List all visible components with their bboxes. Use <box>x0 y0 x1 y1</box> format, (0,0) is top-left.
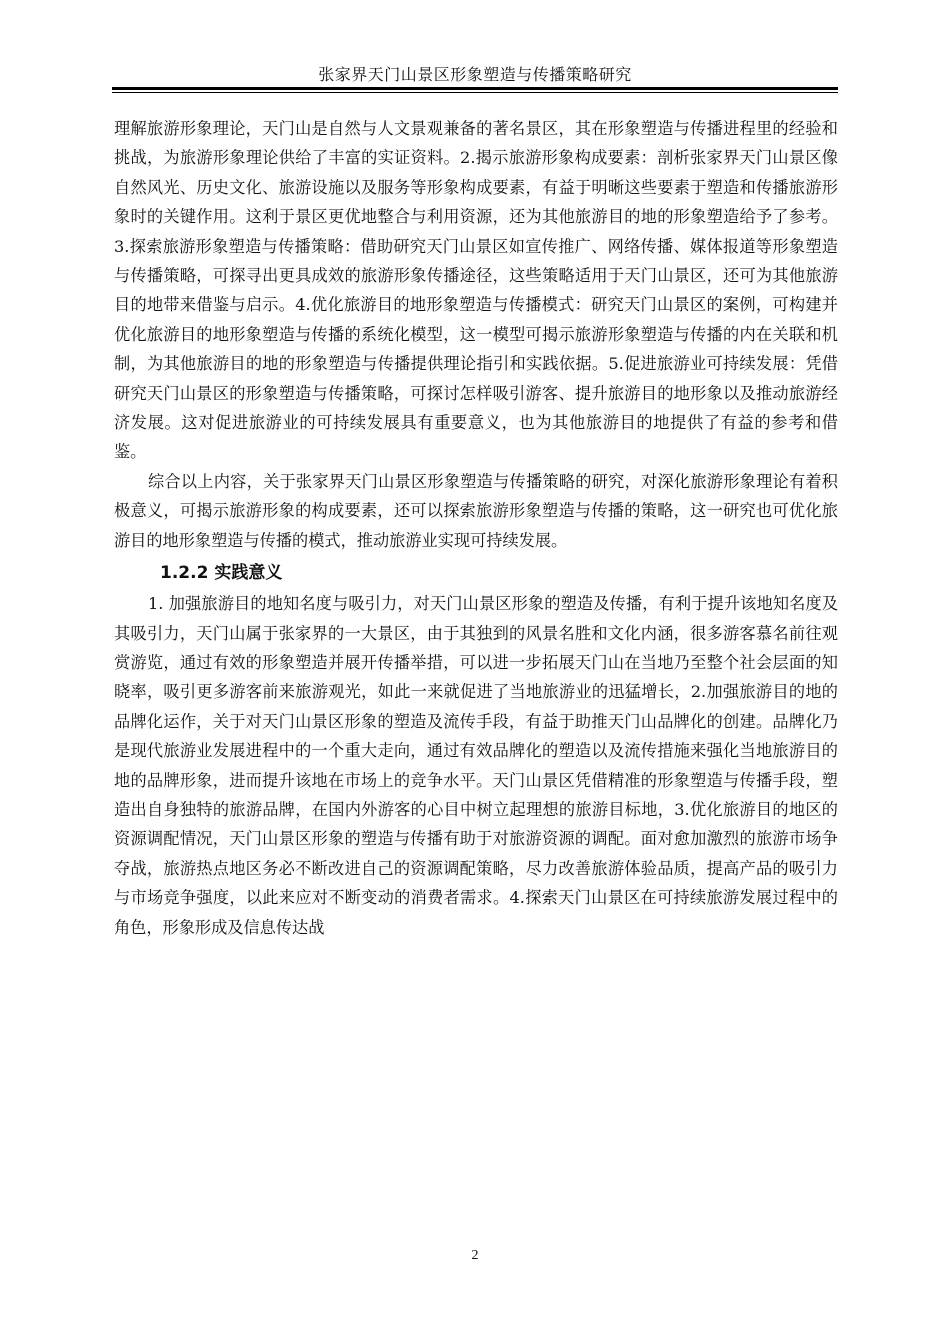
page-number: 2 <box>471 1248 479 1263</box>
header-rule-thin <box>112 92 838 93</box>
header-rule-thick <box>112 87 838 90</box>
body-text <box>114 114 838 942</box>
paragraph-theory-significance: 理解旅游形象理论，天门山是自然与人文景观兼备的著名景区，其在形象塑造与传播进程里的经验和挑战，为旅游形象理论供给了丰富的实证资料。2.揭示旅游形象构成要素：剖析张家界天门山景区像自然风光、历史文化、旅游设施以及服务等形象构成要素，有益于明晰这些要素于塑造和传播旅游形象时的关键作用。这利于景区更优地整合与利用资源，还为其他旅游目的地的形象塑造给予了参考。3.探索旅游形象塑造与传播策略：借助研究天门山景区如宣传推广、网络传播、媒体报道等形象塑造与传播策略，可探寻出更具成效的旅游形象传播途径，这些策略适用于天门山景区，还可为其他旅游目的地带来借鉴与启示。4.优化旅游目的地形象塑造与传播模式：研究天门山景区的案例，可构建并优化旅游目的地形象塑造与传播的系统化模型，这一模型可揭示旅游形象塑造与传播的内在关联和机制，为其他旅游目的地的形象塑造与传播提供理论指引和实践依据。5.促进旅游业可持续发展：凭借研究天门山景区的形象塑造与传播策略，可探讨怎样吸引游客、提升旅游目的地形象以及推动旅游经济发展。这对促进旅游业的可持续发展具有重要意义，也为其他旅游目的地提供了有益的参考和借鉴。 <box>114 119 838 462</box>
running-header: 张家界天门山景区形象塑造与传播策略研究 <box>318 65 632 84</box>
section-heading: 1.2.2 实践意义 <box>160 563 283 584</box>
paragraph-practical-significance: 1. 加强旅游目的地知名度与吸引力，对天门山景区形象的塑造及传播，有利于提升该地知名度及其吸引力，天门山属于张家界的一大景区，由于其独到的风景名胜和文化内涵，很多游客慕名前往观赏游览，通过有效的形象塑造并展开传播举措，可以进一步拓展天门山在当地乃至整个社会层面的知晓率，吸引更多游客前来旅游观光，如此一来就促进了当地旅游业的迅猛增长，2.加强旅游目的地的品牌化运作，关于对天门山景区形象的塑造及流传手段，有益于助推天门山品牌化的创建。品牌化乃是现代旅游业发展进程中的一个重大走向，通过有效品牌化的塑造以及流传措施来强化当地旅游目的地的品牌形象，进而提升该地在市场上的竞争水平。天门山景区凭借精准的形象塑造与传播手段，塑造出自身独特的旅游品牌，在国内外游客的心目中树立起理想的旅游目标地，3.优化旅游目的地区的资源调配情况，天门山景区形象的塑造与传播有助于对旅游资源的调配。面对愈加激烈的旅游市场争夺战，旅游热点地区务必不断改进自己的资源调配策略，尽力改善旅游体验品质，提高产品的吸引力与市场竞争强度，以此来应对不断变动的消费者需求。4.探索天门山景区在可持续旅游发展过程中的角色，形象形成及信息传达战 <box>114 594 838 937</box>
paragraph-summary: 综合以上内容，关于张家界天门山景区形象塑造与传播策略的研究，对深化旅游形象理论有着积极意义，可揭示旅游形象的构成要素，还可以探索旅游形象塑造与传播的策略，这一研究也可优化旅游目的地形象塑造与传播的模式，推动旅游业实现可持续发展。 <box>114 471 838 550</box>
